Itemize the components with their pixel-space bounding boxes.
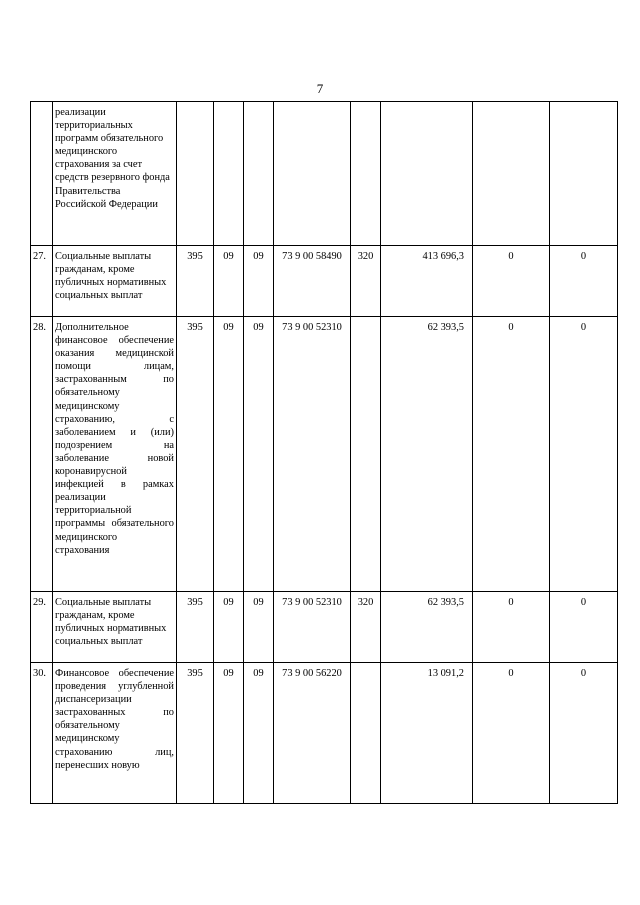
subsection-code-cell: 09 [244,246,274,317]
amount-3-cell: 0 [550,592,618,663]
ministry-code-cell: 395 [177,317,214,592]
ministry-code-cell: 395 [177,663,214,804]
row-number-cell: 27. [31,246,53,317]
amount-cell: 62 393,5 [381,317,473,592]
target-code-cell: 73 9 00 58490 [274,246,351,317]
amount-cell: 413 696,3 [381,246,473,317]
row-name-cell: Социальные выплаты гражданам, кроме публичных нормативных социальных выплат [53,592,177,663]
page-number: 7 [316,81,324,96]
table-row [31,592,618,663]
expense-type-cell [351,317,381,592]
section-code-cell [214,102,244,246]
expense-type-cell: 320 [351,246,381,317]
row-name-cell: Социальные выплаты гражданам, кроме публичных нормативных социальных выплат [53,246,177,317]
amount-2-cell: 0 [473,317,550,592]
ministry-code-cell: 395 [177,592,214,663]
row-number-cell: 28. [31,317,53,592]
ministry-code-cell: 395 [177,246,214,317]
expense-type-cell [351,663,381,804]
amount-3-cell: 0 [550,246,618,317]
section-code-cell: 09 [214,592,244,663]
section-code-cell: 09 [214,663,244,804]
table-row [31,102,618,246]
amount-3-cell: 0 [550,317,618,592]
amount-cell [381,102,473,246]
row-number-cell: 29. [31,592,53,663]
amount-3-cell [550,102,618,246]
amount-2-cell: 0 [473,246,550,317]
section-code-cell: 09 [214,246,244,317]
target-code-cell: 73 9 00 52310 [274,317,351,592]
target-code-cell: 73 9 00 52310 [274,592,351,663]
expense-type-cell [351,102,381,246]
amount-3-cell: 0 [550,663,618,804]
target-code-cell: 73 9 00 56220 [274,663,351,804]
amount-2-cell: 0 [473,592,550,663]
subsection-code-cell [244,102,274,246]
table-row [31,663,618,804]
subsection-code-cell: 09 [244,663,274,804]
section-code-cell: 09 [214,317,244,592]
row-name-cell: Дополнительное финансовое обеспечение оказания медицинской помощи лицам, застрахованным по обязательному медицинскому страхованию, с заболеванием и (или) подозрением на заболевание новой коронавирусной инфекцией в рамках реализации территориальной программы обязательного медицинского страхования [53,317,177,592]
table-row [31,246,618,317]
expense-type-cell: 320 [351,592,381,663]
amount-cell: 62 393,5 [381,592,473,663]
ministry-code-cell [177,102,214,246]
row-name-cell: реализации территориальных программ обязательного медицинского страхования за счет средств резервного фонда Правительства Российской Федерации [53,102,177,246]
amount-2-cell [473,102,550,246]
target-code-cell [274,102,351,246]
row-number-cell: 30. [31,663,53,804]
subsection-code-cell: 09 [244,317,274,592]
amount-cell: 13 091,2 [381,663,473,804]
subsection-code-cell: 09 [244,592,274,663]
amount-2-cell: 0 [473,663,550,804]
budget-table [30,101,618,804]
row-name-cell: Финансовое обеспечение проведения углубленной диспансеризации застрахованных по обязательному медицинскому страхованию лиц, перенесших новую [53,663,177,804]
row-number-cell [31,102,53,246]
table-row [31,317,618,592]
